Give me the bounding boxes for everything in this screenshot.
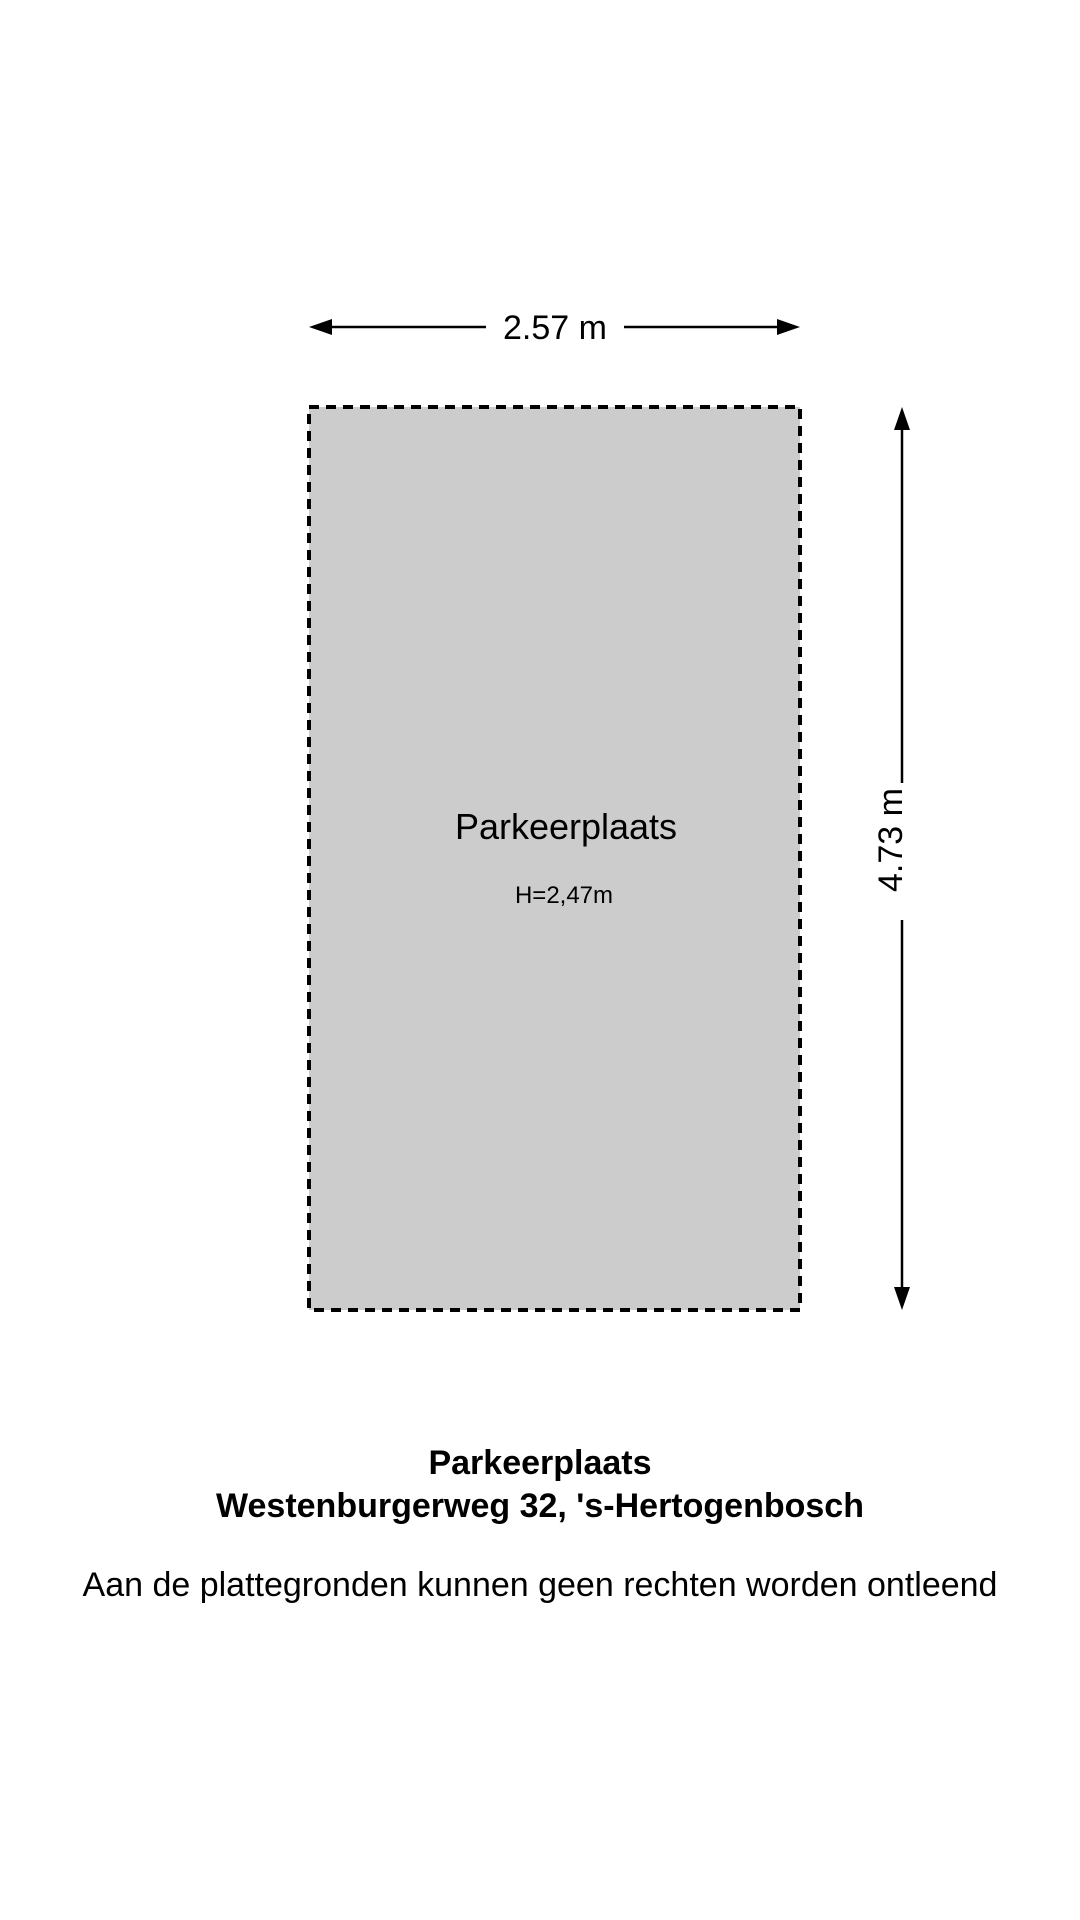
arrow-left-icon [309,319,332,335]
plan-title: Parkeerplaats [428,1444,652,1482]
arrow-right-icon [777,319,800,335]
length-dimension-label: 4.73 m [872,788,910,892]
arrow-up-icon [894,407,910,430]
width-dimension [309,309,800,347]
room-height-label: H=2,47m [514,882,614,909]
length-dimension [872,407,910,1310]
width-dimension-label: 2.57 m [503,309,607,347]
plan-address: Westenburgerweg 32, 's-Hertogenbosch [216,1487,864,1525]
plan-disclaimer: Aan de plattegronden kunnen geen rechten worden ontleend [82,1566,998,1604]
room-name-label: Parkeerplaats [454,806,678,847]
room-parkeerplaats [309,407,800,1310]
arrow-down-icon [894,1287,910,1310]
